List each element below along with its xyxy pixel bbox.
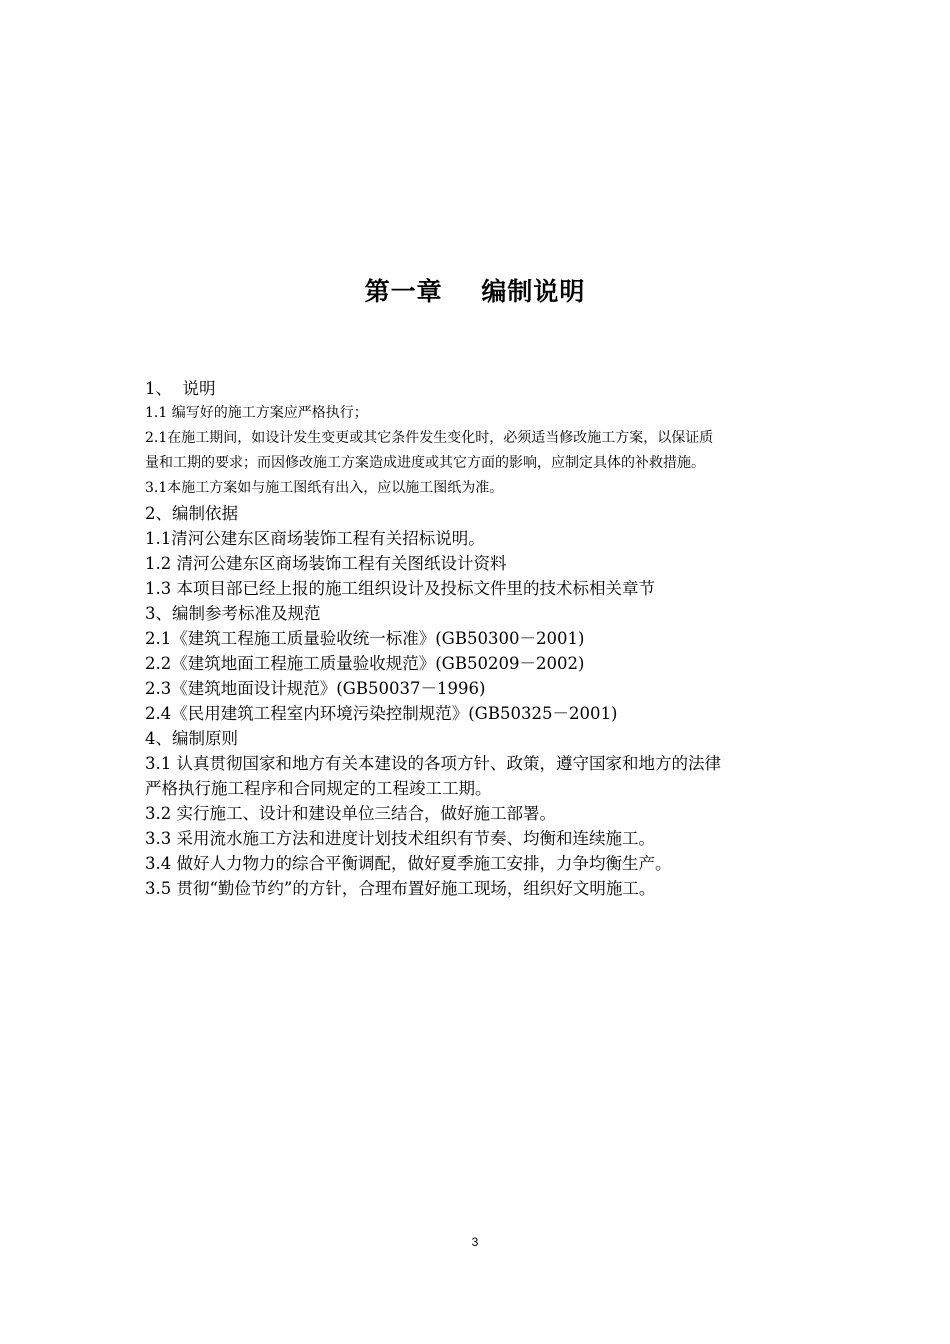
- text-line: 3.3 采用流水施工方法和进度计划技术组织有节奏、均衡和连续施工。: [145, 829, 655, 848]
- page-number: 3: [471, 1235, 479, 1249]
- chapter-title: 第一章 编制说明: [364, 277, 586, 306]
- text-line: 1.3 本项目部已经上报的施工组织设计及投标文件里的技术标相关章节: [145, 579, 655, 598]
- text-line: 2.3《建筑地面设计规范》(GB50037－1996): [145, 679, 486, 698]
- text-line: 3.1 认真贯彻国家和地方有关本建设的各项方针、政策，遵守国家和地方的法律: [145, 754, 721, 773]
- text-line: 2.1在施工期间，如设计发生变更或其它条件发生变化时，必须适当修改施工方案，以保证质: [145, 430, 714, 446]
- text-line: 3.1本施工方案如与施工图纸有出入，应以施工图纸为准。: [145, 480, 504, 496]
- section-heading-standards: 3、编制参考标准及规范: [145, 604, 321, 623]
- section-heading-explanation: 1、 说明: [145, 379, 216, 398]
- text-line: 1.2 清河公建东区商场装饰工程有关图纸设计资料: [145, 554, 507, 573]
- text-line: 2.2《建筑地面工程施工质量验收规范》(GB50209－2002): [145, 654, 585, 673]
- section-heading-basis: 2、编制依据: [145, 504, 238, 523]
- body-text: [145, 376, 815, 901]
- section-heading-principles: 4、编制原则: [145, 729, 238, 748]
- text-line: 量和工期的要求；而因修改施工方案造成进度或其它方面的影响，应制定具体的补救措施。: [145, 455, 705, 471]
- text-line: 1.1清河公建东区商场装饰工程有关招标说明。: [145, 529, 485, 548]
- text-line: 2.4《民用建筑工程室内环境污染控制规范》(GB50325－2001): [145, 704, 618, 723]
- text-line: 2.1《建筑工程施工质量验收统一标准》(GB50300－2001): [145, 629, 585, 648]
- text-line: 3.4 做好人力物力的综合平衡调配，做好夏季施工安排，力争均衡生产。: [145, 854, 672, 873]
- text-line: 3.5 贯彻“勤俭节约”的方针，合理布置好施工现场，组织好文明施工。: [145, 879, 656, 898]
- text-line: 1.1 编写好的施工方案应严格执行；: [145, 405, 368, 421]
- text-line: 3.2 实行施工、设计和建设单位三结合，做好施工部署。: [145, 804, 556, 823]
- text-line: 严格执行施工程序和合同规定的工程竣工工期。: [145, 779, 492, 798]
